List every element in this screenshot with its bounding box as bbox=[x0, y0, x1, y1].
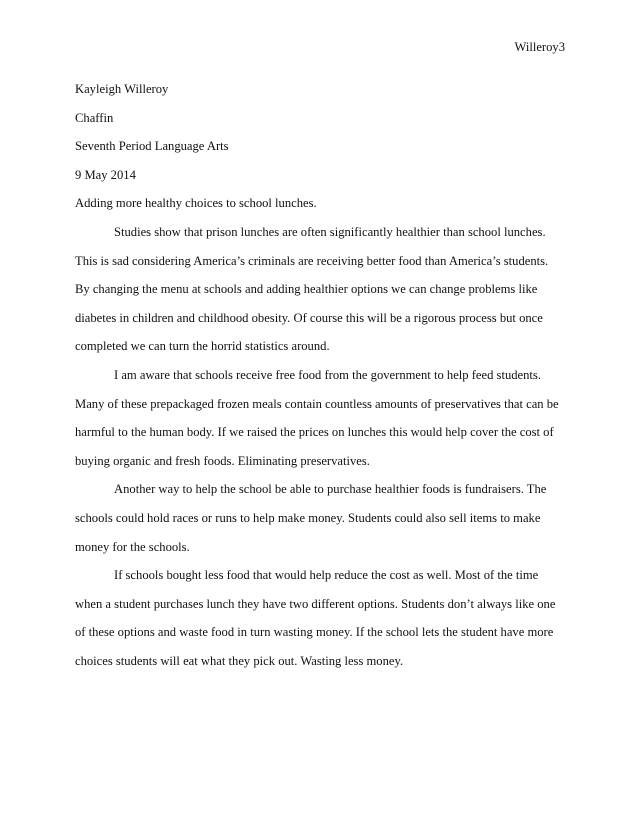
paragraph-line: Another way to help the school be able to purchase healthier foods is fundraisers. The bbox=[114, 482, 547, 497]
paragraph-line: choices students will eat what they pick out. Wasting less money. bbox=[75, 653, 404, 668]
paragraph-3 bbox=[75, 475, 565, 561]
paragraph-line: By changing the menu at schools and adding healthier options we can change problems like bbox=[75, 282, 538, 297]
paragraph-2 bbox=[75, 361, 565, 475]
teacher-name: Chaffin bbox=[75, 110, 114, 125]
paragraph-line: money for the schools. bbox=[75, 539, 190, 554]
paragraph-line: diabetes in children and childhood obesity. Of course this will be a rigorous process but once bbox=[75, 310, 543, 325]
paragraph-line: of these options and waste food in turn wasting money. If the school lets the student have more bbox=[75, 625, 554, 640]
paragraph-line: schools could hold races or runs to help make money. Students could also sell items to make bbox=[75, 510, 541, 525]
paragraph-line: buying organic and fresh foods. Eliminating preservatives. bbox=[75, 453, 370, 468]
paragraph-line: Many of these prepackaged frozen meals contain countless amounts of preservatives that can be bbox=[75, 396, 559, 411]
paragraph-line: If schools bought less food that would help reduce the cost as well. Most of the time bbox=[114, 568, 539, 583]
paragraph-line: This is sad considering America’s criminals are receiving better food than America’s students. bbox=[75, 253, 549, 268]
paragraph-1 bbox=[75, 218, 565, 361]
paragraph-line: Studies show that prison lunches are often significantly healthier than school lunches. bbox=[114, 224, 546, 239]
paragraph-4 bbox=[75, 561, 565, 675]
course-name: Seventh Period Language Arts bbox=[75, 139, 229, 154]
document-body bbox=[75, 75, 565, 675]
essay-title: Adding more healthy choices to school lunches. bbox=[75, 196, 317, 211]
paragraph-line: I am aware that schools receive free food from the government to help feed students. bbox=[114, 367, 541, 382]
paragraph-line: when a student purchases lunch they have two different options. Students don’t always like one bbox=[75, 596, 556, 611]
paragraph-line: harmful to the human body. If we raised the prices on lunches this would help cover the cost of bbox=[75, 425, 554, 440]
running-head: Willeroy3 bbox=[514, 40, 565, 54]
date: 9 May 2014 bbox=[75, 167, 136, 182]
student-name: Kayleigh Willeroy bbox=[75, 82, 169, 96]
paragraph-line: completed we can turn the horrid statistics around. bbox=[75, 339, 330, 354]
